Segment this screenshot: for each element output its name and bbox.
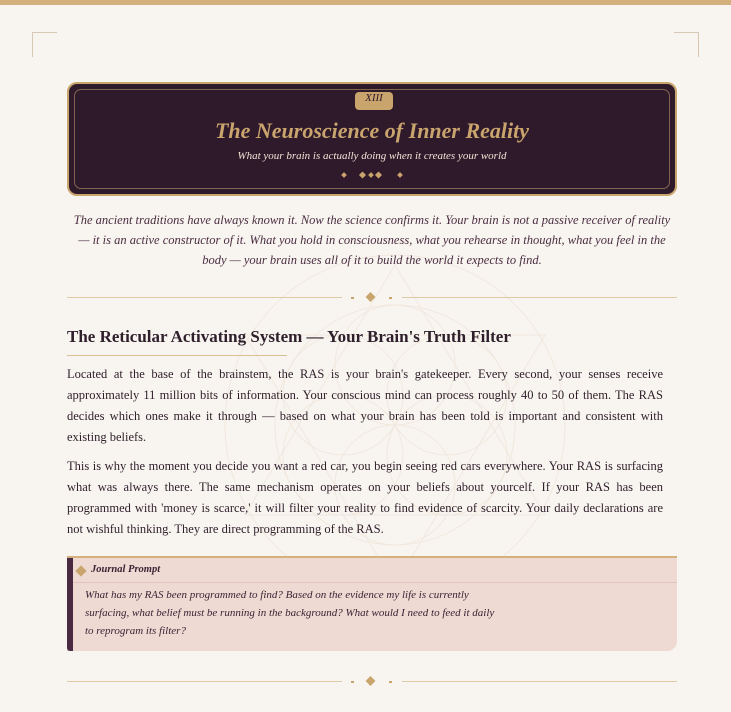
body-paragraph: Located at the base of the brainstem, the RAS is your brain's gatekeeper. Every second, your senses receive approximately 11 million bits of information. Your conscious mind can process roughly 40 to 50 of them. The RAS decides which ones make it through — based on what your brain has been told is important and consistent with existing beliefs. xyxy=(67,367,663,444)
chapter-number-badge: XIII xyxy=(355,92,393,110)
section-title-underline xyxy=(67,355,287,356)
footer-divider xyxy=(67,676,677,688)
journal-label: Journal Prompt xyxy=(91,564,161,575)
chapter-header xyxy=(67,82,677,196)
diamond-divider-icon xyxy=(347,292,397,304)
journal-separator xyxy=(73,582,677,583)
diamond-ornament-icon xyxy=(339,170,409,180)
body-paragraph: This is why the moment you decide you want a red car, you begin seeing red cars everywhere. Your RAS is surfacing what was always there. The same mechanism operates on your beliefs about yourcelf. If your RAS has been programmed with 'money is scarce,' it will filter your reality to find evidence of scarcity. Your daily declarations are not wishful thinking. They are direct programming of the RAS. xyxy=(67,459,663,536)
corner-ornament-right xyxy=(674,32,699,57)
journal-prompt-text: What has my RAS been programmed to find? Based on the evidence my life is currently surfacing, what belief must be running in the background? What would I need to feed it daily to reprogram its filter? xyxy=(85,589,495,637)
top-accent-band xyxy=(0,0,731,5)
journal-prompt-box xyxy=(67,556,677,651)
chapter-subtitle: What your brain is actually doing when it creates your world xyxy=(237,150,507,162)
chapter-title: The Neuroscience of Inner Reality xyxy=(214,118,530,143)
diamond-divider-icon xyxy=(347,676,397,688)
section-divider xyxy=(67,292,677,304)
diamond-icon xyxy=(75,565,86,576)
section-title: The Reticular Activating System — Your Brain's Truth Filter xyxy=(67,327,511,346)
journal-accent-bar xyxy=(67,558,73,651)
intro-text: The ancient traditions have always known it. Now the science confirms it. Your brain is not a passive receiver of reality — it is an active constructor of it. What you hold in consciousness, what you rehearse in thought, what you feel in the body — your brain uses all of it to build the world it expects to find. xyxy=(73,213,671,267)
corner-ornament-left xyxy=(32,32,57,57)
